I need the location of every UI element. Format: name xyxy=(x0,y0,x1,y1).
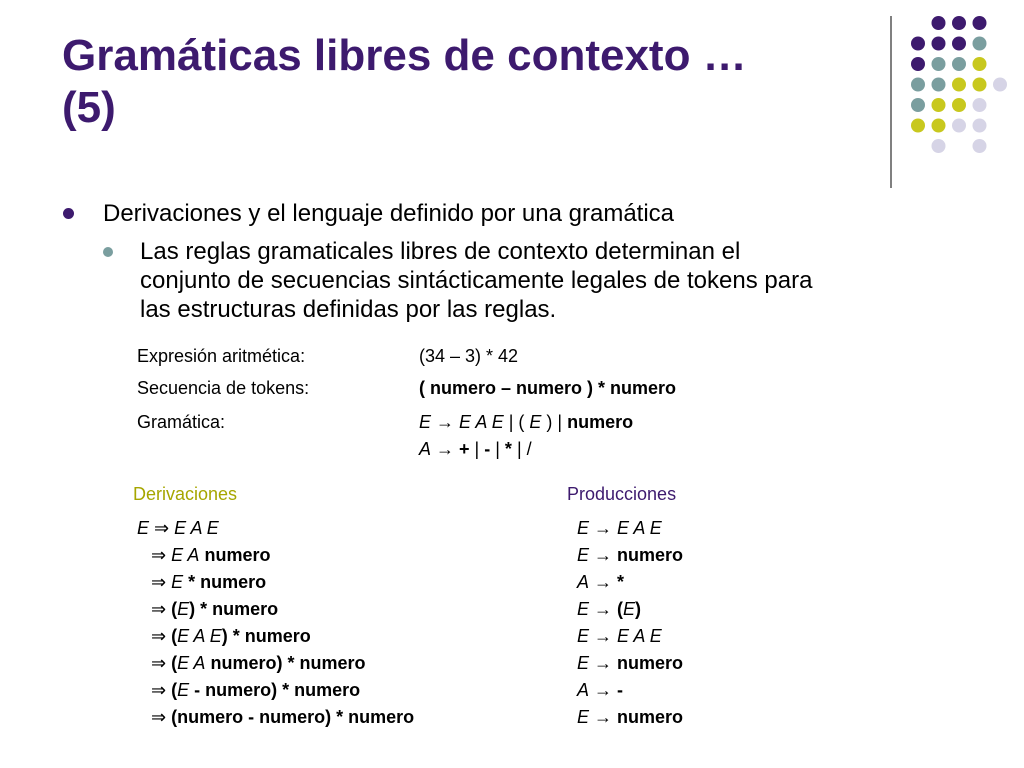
decorative-dot xyxy=(932,78,946,92)
decorative-dot xyxy=(973,98,987,112)
decorative-dot-grid xyxy=(880,8,1020,198)
derivation-step-7: ⇒ (E - numero) * numero xyxy=(151,680,361,700)
bullet-dot-level2 xyxy=(103,247,113,257)
decorative-dot xyxy=(932,98,946,112)
vertical-divider xyxy=(890,16,892,188)
title-line-1: Gramáticas libres de contexto … xyxy=(62,31,747,80)
decorative-dot xyxy=(973,119,987,133)
decorative-dot xyxy=(911,119,925,133)
expr-value: (34 – 3) * 42 xyxy=(419,346,519,366)
decorative-dot xyxy=(911,78,925,92)
decorative-dot xyxy=(932,139,946,153)
bullet-dot-level1 xyxy=(63,208,74,219)
decorative-dot xyxy=(932,16,946,30)
derivation-step-4: ⇒ (E) * numero xyxy=(151,599,279,619)
bullet-level2-line-3: las estructuras definidas por las reglas. xyxy=(140,296,557,323)
production-3: A → * xyxy=(577,572,625,592)
derivations-heading: Derivaciones xyxy=(133,484,238,504)
tokens-value: ( numero – numero ) * numero xyxy=(419,378,677,398)
production-6: E → numero xyxy=(577,653,684,673)
decorative-dot xyxy=(952,78,966,92)
decorative-dot xyxy=(952,37,966,51)
production-1: E → E A E xyxy=(577,518,662,538)
bullet-level2-line-1: Las reglas gramaticales libres de contexto determinan el xyxy=(140,238,741,265)
derivation-step-8: ⇒ (numero - numero) * numero xyxy=(151,707,415,727)
decorative-dot xyxy=(932,57,946,71)
bullet-level2-line-2: conjunto de secuencias sintácticamente legales de tokens para xyxy=(140,267,813,294)
grammar-label: Gramática: xyxy=(137,412,226,432)
derivation-step-1: E ⇒ E A E xyxy=(137,518,219,538)
decorative-dot xyxy=(911,57,925,71)
productions-heading: Producciones xyxy=(567,484,677,504)
decorative-dot xyxy=(932,119,946,133)
decorative-dot xyxy=(973,37,987,51)
tokens-label: Secuencia de tokens: xyxy=(137,378,310,398)
decorative-dot xyxy=(932,37,946,51)
decorative-dot xyxy=(973,57,987,71)
bullet-level2-text xyxy=(140,237,960,324)
derivation-step-2: ⇒ E A numero xyxy=(151,545,271,565)
production-4: E → (E) xyxy=(577,599,642,619)
decorative-dot xyxy=(911,37,925,51)
decorative-dot xyxy=(952,16,966,30)
derivation-step-6: ⇒ (E A numero) * numero xyxy=(151,653,366,673)
decorative-dot xyxy=(952,98,966,112)
grammar-rule-e: E → E A E | ( E ) | numero xyxy=(419,412,634,432)
production-5: E → E A E xyxy=(577,626,662,646)
decorative-dot xyxy=(973,139,987,153)
bullet-level1-text: Derivaciones y el lenguaje definido por una gramática xyxy=(103,200,675,227)
decorative-dot xyxy=(911,98,925,112)
decorative-dot xyxy=(993,78,1007,92)
slide-title xyxy=(62,30,862,134)
decorative-dot xyxy=(952,119,966,133)
decorative-dot xyxy=(973,78,987,92)
decorative-dot xyxy=(952,57,966,71)
grammar-rule-a: A → + | - | * | / xyxy=(419,439,532,459)
derivation-step-5: ⇒ (E A E) * numero xyxy=(151,626,311,646)
expr-label: Expresión aritmética: xyxy=(137,346,306,366)
production-7: A → - xyxy=(577,680,624,700)
production-8: E → numero xyxy=(577,707,684,727)
production-2: E → numero xyxy=(577,545,684,565)
derivation-step-3: ⇒ E * numero xyxy=(151,572,267,592)
title-line-2: (5) xyxy=(62,83,116,132)
decorative-dot xyxy=(973,16,987,30)
